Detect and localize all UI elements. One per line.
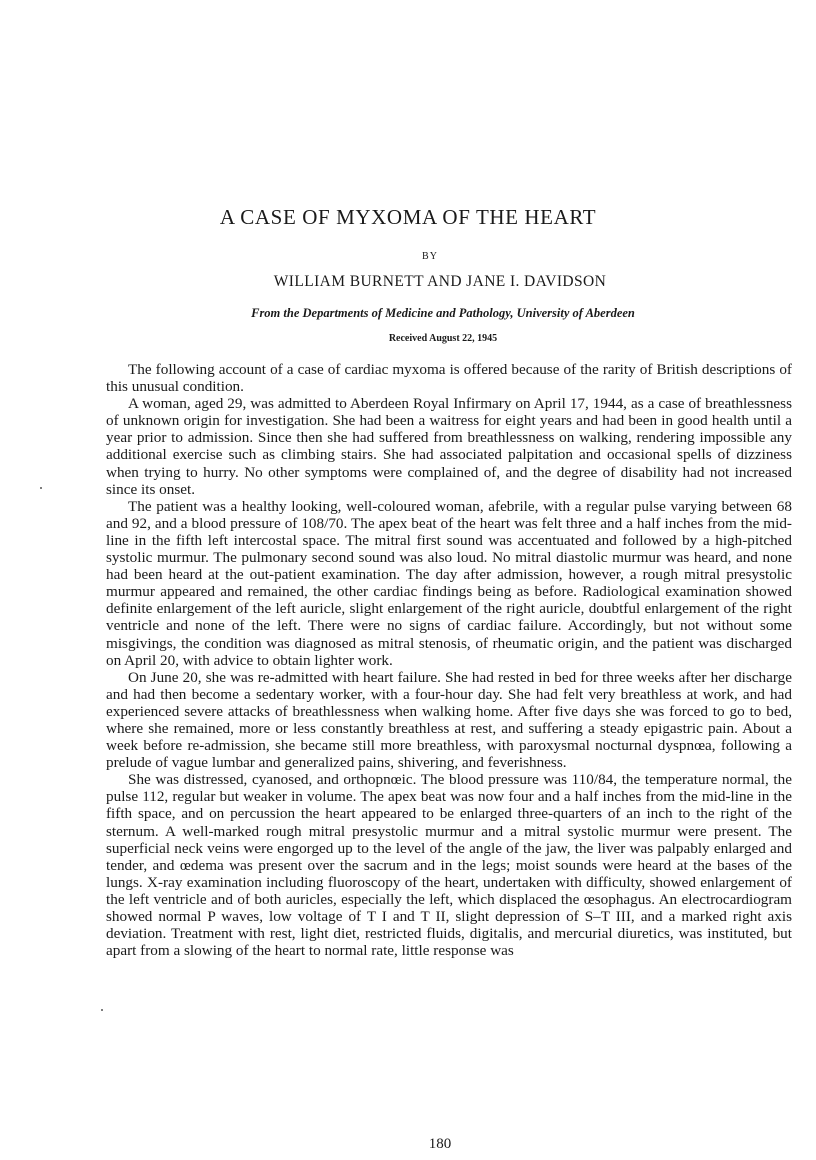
byline: BY — [422, 251, 438, 262]
margin-mark — [101, 1009, 103, 1011]
paragraph: The following account of a case of cardiac myxoma is offered because of the rarity of British descriptions of this unusual condition. — [106, 361, 792, 396]
paragraph: She was distressed, cyanosed, and orthopnœic. The blood pressure was 110/84, the temperature normal, the pulse 112, regular but weaker in volume. The apex beat was now four and a half inches from the mid-line in the fifth space, and on percussion the heart appeared to be enlarged three-quarters of an inch to the right of the sternum. A well-marked rough mitral presystolic murmur and a mitral systolic murmur were present. The superficial neck veins were engorged up to the level of the angle of the jaw, the liver was palpably enlarged and tender, and œdema was present over the sacrum and in the legs; moist sounds were heard at the bases of the lungs. X-ray examination including fluoroscopy of the heart, undertaken with difficulty, showed enlargement of the left ventricle and of both auricles, especially the left, which displaced the œsophagus. An electrocardiogram showed normal P waves, low voltage of T I and T II, slight depression of S–T III, and a marked right axis deviation. Treatment with rest, light diet, restricted fluids, digitalis, and mercurial diuretics, was instituted, but apart from a slowing of the heart to normal rate, little response was — [106, 771, 792, 960]
received-date: Received August 22, 1945 — [388, 333, 498, 344]
article-body — [106, 361, 792, 959]
page-number: 180 — [428, 1136, 452, 1152]
margin-mark — [40, 487, 42, 489]
paragraph: A woman, aged 29, was admitted to Aberdeen Royal Infirmary on April 17, 1944, as a case of breathlessness of unknown origin for investigation. She had been a waitress for eight years and had been in good health until a year prior to admission. Since then she had suffered from breathlessness on walking, rendering impossible any additional exercise such as climbing stairs. She had associated palpitation and occasional spells of dizziness when trying to hurry. No other symptoms were complained of, and the degree of disability had not increased since its onset. — [106, 395, 792, 498]
article-title: A CASE OF MYXOMA OF THE HEART — [219, 205, 597, 229]
paragraph: The patient was a healthy looking, well-coloured woman, afebrile, with a regular pulse varying between 68 and 92, and a blood pressure of 108/70. The apex beat of the heart was felt three and a half inches from the mid-line in the fifth left intercostal space. The mitral first sound was accentuated and followed by a high-pitched systolic murmur. The pulmonary second sound was also loud. No mitral diastolic murmur was heard, and none had been heard at the out-patient examination. The day after admission, however, a rough mitral presystolic murmur appeared and remained, the other cardiac findings being as before. Radiological examination showed definite enlargement of the left auricle, slight enlargement of the right auricle, doubtful enlargement of the right ventricle and none of the left. There were no signs of cardiac failure. Accordingly, but not without some misgivings, the condition was diagnosed as mitral stenosis, of rheumatic origin, and the patient was discharged on April 20, with advice to obtain lighter work. — [106, 497, 792, 669]
affiliation: From the Departments of Medicine and Pathology, University of Aberdeen — [251, 306, 635, 320]
authors: WILLIAM BURNETT AND JANE I. DAVIDSON — [273, 273, 607, 290]
paragraph: On June 20, she was re-admitted with heart failure. She had rested in bed for three weeks after her discharge and had then become a sedentary worker, with a four-hour day. She had felt very breathless at work, and had experienced severe attacks of breathlessness when walking home. After five days she was forced to go to bed, where she remained, more or less constantly breathless at rest, and suffering a steady epigastric pain. About a week before re-admission, she became still more breathless, with paroxysmal nocturnal dyspnœa, following a prelude of vague lumbar and generalized pains, shivering, and feverishness. — [106, 668, 792, 772]
